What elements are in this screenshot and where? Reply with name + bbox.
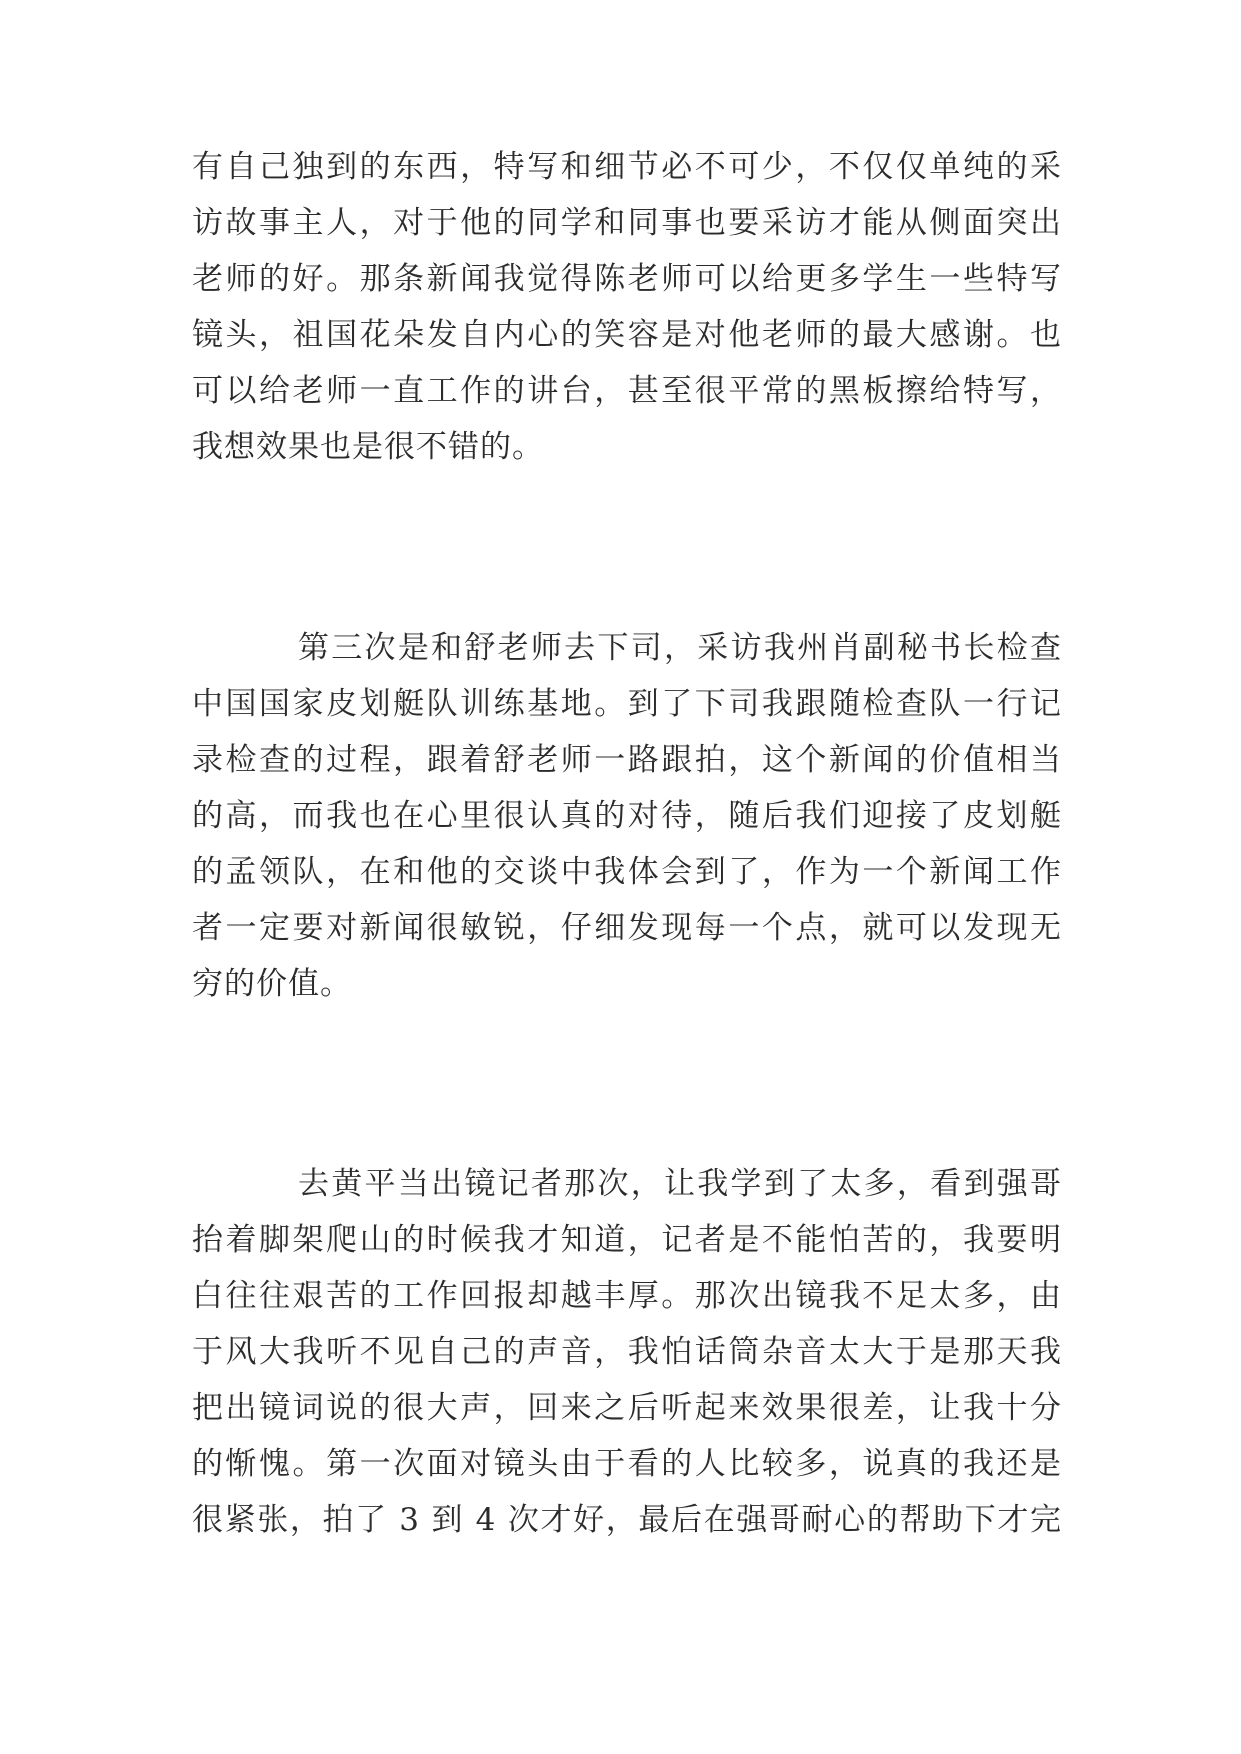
text-line: 把出镜词说的很大声，回来之后听起来效果很差，让我十分 <box>192 1390 1062 1426</box>
text-line: 的高，而我也在心里很认真的对待，随后我们迎接了皮划艇 <box>192 798 1062 834</box>
text-line: 白往往艰苦的工作回报却越丰厚。那次出镜我不足太多，由 <box>192 1278 1062 1314</box>
text-line: 抬着脚架爬山的时候我才知道，记者是不能怕苦的，我要明 <box>192 1222 1062 1258</box>
text-line: 录检查的过程，跟着舒老师一路跟拍，这个新闻的价值相当 <box>192 742 1062 778</box>
text-line: 穷的价值。 <box>192 966 352 1002</box>
text-line: 的惭愧。第一次面对镜头由于看的人比较多，说真的我还是 <box>192 1446 1062 1482</box>
text-line: 我想效果也是很不错的。 <box>192 429 544 465</box>
text-line: 第三次是和舒老师去下司，采访我州肖副秘书长检查 <box>298 630 1062 666</box>
text-line: 有自己独到的东西，特写和细节必不可少，不仅仅单纯的采 <box>192 149 1062 185</box>
text-line: 的孟领队，在和他的交谈中我体会到了，作为一个新闻工作 <box>192 854 1062 890</box>
text-line: 很紧张，拍了 3 到 4 次才好，最后在强哥耐心的帮助下才完 <box>192 1502 1062 1538</box>
text-line: 可以给老师一直工作的讲台，甚至很平常的黑板擦给特写， <box>192 373 1062 409</box>
text-line: 去黄平当出镜记者那次，让我学到了太多，看到强哥 <box>298 1166 1062 1202</box>
text-line: 访故事主人，对于他的同学和同事也要采访才能从侧面突出 <box>192 205 1062 241</box>
text-line: 于风大我听不见自己的声音，我怕话筒杂音太大于是那天我 <box>192 1334 1062 1370</box>
text-line: 中国国家皮划艇队训练基地。到了下司我跟随检查队一行记 <box>192 686 1062 722</box>
text-line: 老师的好。那条新闻我觉得陈老师可以给更多学生一些特写 <box>192 261 1062 297</box>
text-line: 镜头，祖国花朵发自内心的笑容是对他老师的最大感谢。也 <box>192 317 1062 353</box>
text-line: 者一定要对新闻很敏锐，仔细发现每一个点，就可以发现无 <box>192 910 1062 946</box>
